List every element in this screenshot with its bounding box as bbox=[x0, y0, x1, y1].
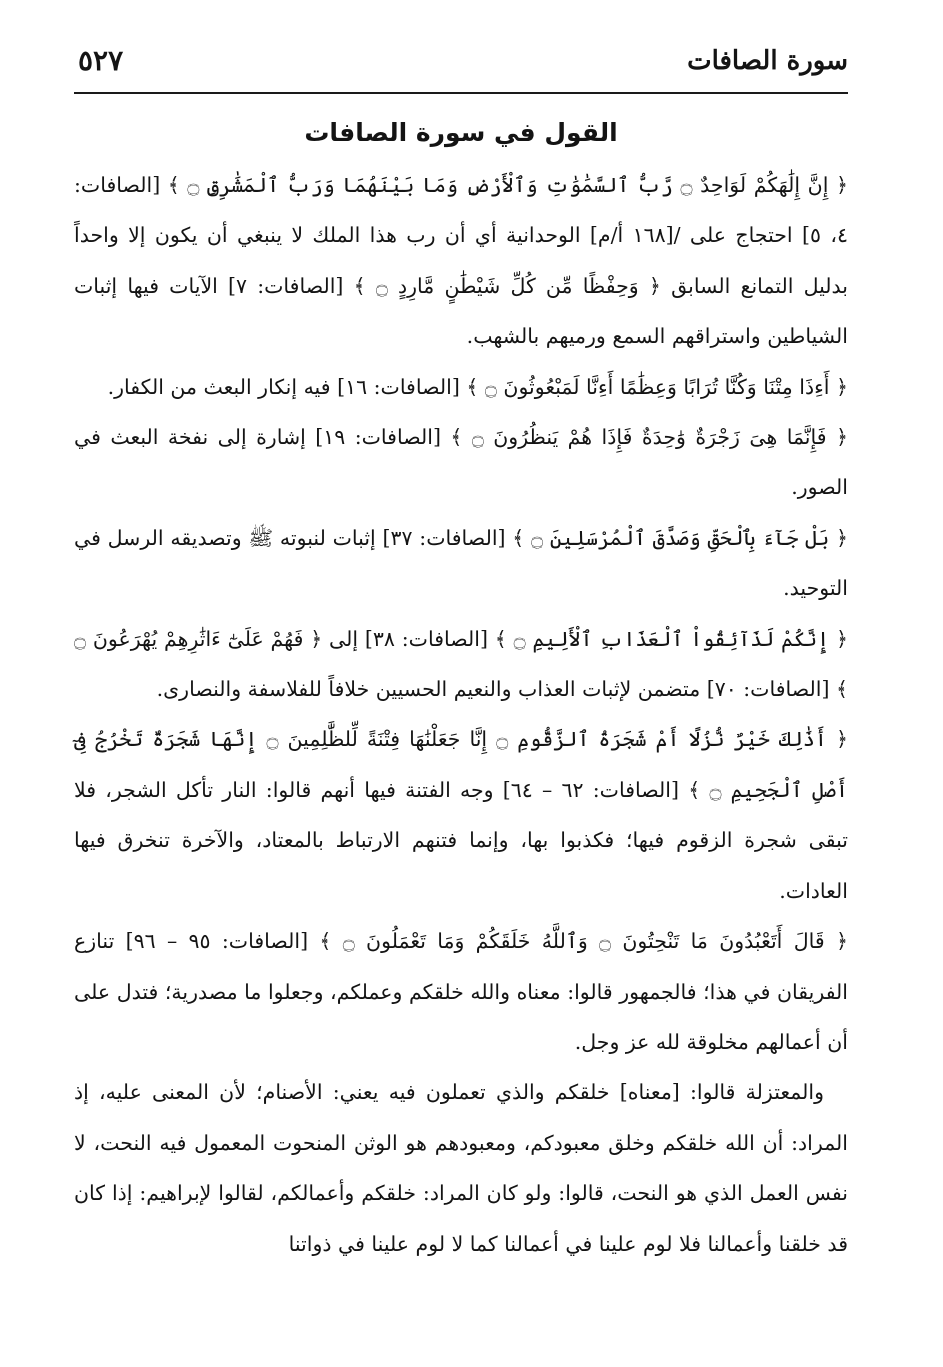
paragraph-8: والمعتزلة قالوا: [معناه] خلقكم والذي تعملون فيه يعني: الأصنام؛ لأن المعنى عليه، إذ المراد: أن الله خلقكم وخلق معبودكم، ومعبودهم هو الوثن المنحوت المعمول فيه النحت، لا نفس العمل الذي هو النحت، قالوا: ولو كان المراد: خلقكم وأعمالكم، لقالوا لإبراهيم: إذا كان قد خلقنا وأعمالنا فلا لوم علينا في أعمالنا كما لا لوم علينا في ذواتنا bbox=[74, 1080, 848, 1256]
paragraph-6: ﴿ أَذَٰلِكَ خَيْرٌ نُّزُلًا أَمْ شَجَرَةُ ٱلزَّقُّومِ ۝ إِنَّا جَعَلْنَٰهَا فِتْنَةً لِّلظَّٰلِمِينَ ۝ إِنَّهَا شَجَرَةٌ تَخْرُجُ فِىٓ أَصْلِ ٱلْجَحِيمِ ۝ ﴾ [الصافات: ٦٢ – ٦٤] وجه الفتنة فيها أنهم قالوا: النار تأكل الشجر، فلا تبقى شجرة الزقوم فيها؛ فكذبوا بها، وإنما فتنهم الارتباط بالمعتاد، والآخرة تنخرق فيها العادات. bbox=[74, 727, 849, 903]
paragraph-2: ﴿ أَءِذَا مِتْنَا وَكُنَّا تُرَابًا وَعِظَٰمًا أَءِنَّا لَمَبْعُوثُونَ ۝ ﴾ [الصافات: ١٦] فيه إنكار البعث من الكفار. bbox=[107, 374, 848, 399]
section-heading: القول في سورة الصافات bbox=[304, 118, 618, 147]
paragraph-7: ﴿ قَالَ أَتَعْبُدُونَ مَا تَنْحِتُونَ ۝ وَٱللَّهُ خَلَقَكُمْ وَمَا تَعْمَلُونَ ۝ ﴾ [الصافات: ٩٥ – ٩٦] تنازع الفريقان في هذا؛ فالجمهور قالوا: معناه والله خلقكم وعملكم، وجعلوا ما مصدرية؛ فتدل على أن أعمالهم مخلوقة لله عز وجل. bbox=[74, 929, 848, 1054]
paragraph-3: ﴿ فَإِنَّمَا هِىَ زَجْرَةٌ وَٰحِدَةٌ فَإِذَا هُمْ يَنظُرُونَ ۝ ﴾ [الصافات: ١٩] إشارة إلى نفخة البعث في الصور. bbox=[74, 425, 848, 500]
paragraph-1: ﴿ إِنَّ إِلَٰهَكُمْ لَوَاحِدٌ ۝ رَّبُّ ٱلسَّمَٰوَٰتِ وَٱلْأَرْضِ وَمَا بَيْنَهُمَا وَرَبُّ ٱلْمَشَٰرِقِ ۝ ﴾ [الصافات: ٤، ٥] احتجاج على /[١٦٨ أ/م] الوحدانية أي أن رب هذا الملك لا ينبغي أن يكون إلا واحداً بدليل التمانع السابق ﴿ وَحِفْظًا مِّن كُلِّ شَيْطَٰنٍ مَّارِدٍ ۝ ﴾ [الصافات: ٧] الآيات فيها إثبات الشياطين واستراقهم السمع ورميهم بالشهب. bbox=[74, 173, 849, 349]
page-number: ٥٢٧ bbox=[78, 44, 124, 77]
running-title: سورة الصافات bbox=[687, 46, 848, 76]
paragraph-4: ﴿ بَلْ جَآءَ بِٱلْحَقِّ وَصَدَّقَ ٱلْمُرْسَلِينَ ۝ ﴾ [الصافات: ٣٧] إثبات لنبوته ﷺ وتصديقه الرسل في التوحيد. bbox=[74, 525, 848, 601]
body-text bbox=[74, 160, 848, 1269]
paragraph-5: ﴿ إِنَّكُمْ لَذَآئِقُواْ ٱلْعَذَابِ ٱلْأَلِيمِ ۝ ﴾ [الصافات: ٣٨] إلى ﴿ فَهُمْ عَلَىٰٓ ءَاثَٰرِهِمْ يُهْرَعُونَ ۝ ﴾ [الصافات: ٧٠] متضمن لإثبات العذاب والنعيم الحسيين خلافاً للفلاسفة والنصارى. bbox=[74, 626, 848, 702]
page-header bbox=[74, 40, 848, 94]
